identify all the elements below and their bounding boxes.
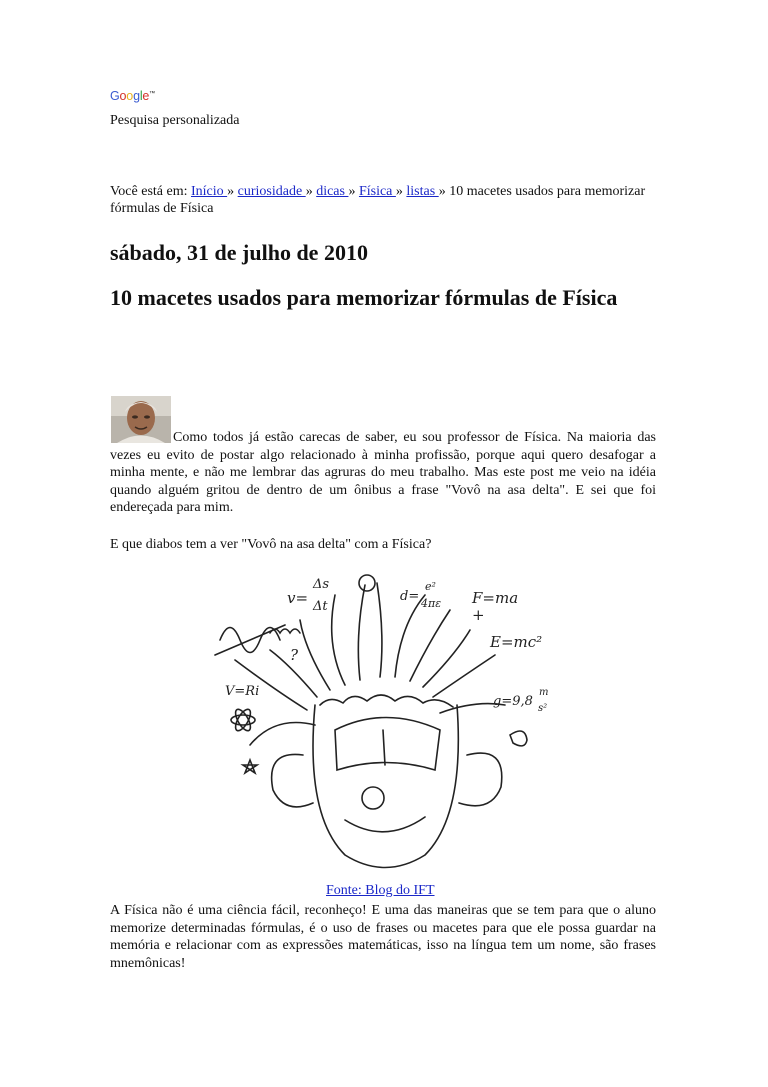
formula-plus: + <box>472 606 485 624</box>
formula-delta-t: Δt <box>313 599 328 614</box>
formula-d: d= <box>400 589 420 604</box>
formula-g-unit-m: m <box>539 687 549 698</box>
physics-cartoon-drawing <box>195 555 585 875</box>
google-logo-letter: l <box>139 89 143 103</box>
formula-f-ma: F=ma <box>472 589 519 607</box>
google-logo <box>110 89 155 103</box>
breadcrumb-separator: » <box>348 184 359 199</box>
formula-e-mc2: E=mc² <box>490 633 543 651</box>
breadcrumb-current: 10 macetes usados para memorizar fórmulas de Física <box>110 184 646 216</box>
formula-v-ri: V=Ri <box>225 684 260 699</box>
formula-question-mark: ? <box>290 646 299 664</box>
formula-g: g=9,8 <box>493 694 533 709</box>
post-question: E que diabos tem a ver "Vovô na asa delta" com a Física? <box>110 537 432 552</box>
breadcrumb-link-curiosidade[interactable]: curiosidade <box>237 184 306 199</box>
figure-caption-link[interactable]: Fonte: Blog do IFT <box>326 883 435 898</box>
breadcrumb <box>110 183 655 217</box>
post-paragraph-body: A Física não é uma ciência fácil, reconheço! E uma das maneiras que se tem para que o aluno memorize determinadas fórmulas, é o uso de frases ou macetes para que ele possa guardar na memória e relacionar com as expressões matemáticas, isso na língua tem um nome, são frases mnemônicas! <box>110 903 656 971</box>
google-logo-letter: g <box>133 89 140 103</box>
formula-v: v= <box>287 589 309 607</box>
post-paragraph-intro <box>110 429 656 517</box>
breadcrumb-link-listas[interactable]: listas <box>406 184 439 199</box>
formula-e-squared: e² <box>425 580 436 593</box>
breadcrumb-prefix: Você está em: <box>110 184 191 199</box>
breadcrumb-separator: » <box>395 184 407 199</box>
breadcrumb-separator: » <box>438 184 450 199</box>
formula-4-pi-epsilon: 4πε <box>421 597 442 610</box>
google-logo-tm: ™ <box>149 90 155 97</box>
google-logo-letters <box>110 89 149 103</box>
breadcrumb-link-dicas[interactable]: dicas <box>316 184 349 199</box>
physics-cartoon-figure <box>195 555 585 875</box>
formula-g-unit-s2: s² <box>538 703 548 714</box>
google-logo-letter: e <box>142 89 150 103</box>
google-logo-letter: G <box>110 89 120 103</box>
post-paragraph-intro-text: Como todos já estão carecas de saber, eu sou professor de Física. Na maioria das vezes eu evito de postar algo relacionado à minha profissão, porque aqui quero desafogar a minha mente, e não me lembrar das agruras do meu trabalho. Mas este post me veio na idéia quando alguém gritou de dentro de um ônibus a frase "Vovô na asa delta". E sei que foi endereçada para mim. <box>110 430 656 516</box>
post-title: 10 macetes usados para memorizar fórmulas de Física <box>110 285 618 310</box>
search-label: Pesquisa personalizada <box>110 113 240 128</box>
formula-delta-s: Δs <box>313 577 330 592</box>
google-logo-letter: o <box>126 89 134 103</box>
breadcrumb-separator: » <box>305 184 317 199</box>
post-date: sábado, 31 de julho de 2010 <box>110 240 368 265</box>
breadcrumb-link-fisica[interactable]: Física <box>358 184 396 199</box>
google-logo-letter: o <box>119 89 127 103</box>
breadcrumb-link-inicio[interactable]: Início <box>191 184 228 199</box>
breadcrumb-separator: » <box>227 184 238 199</box>
